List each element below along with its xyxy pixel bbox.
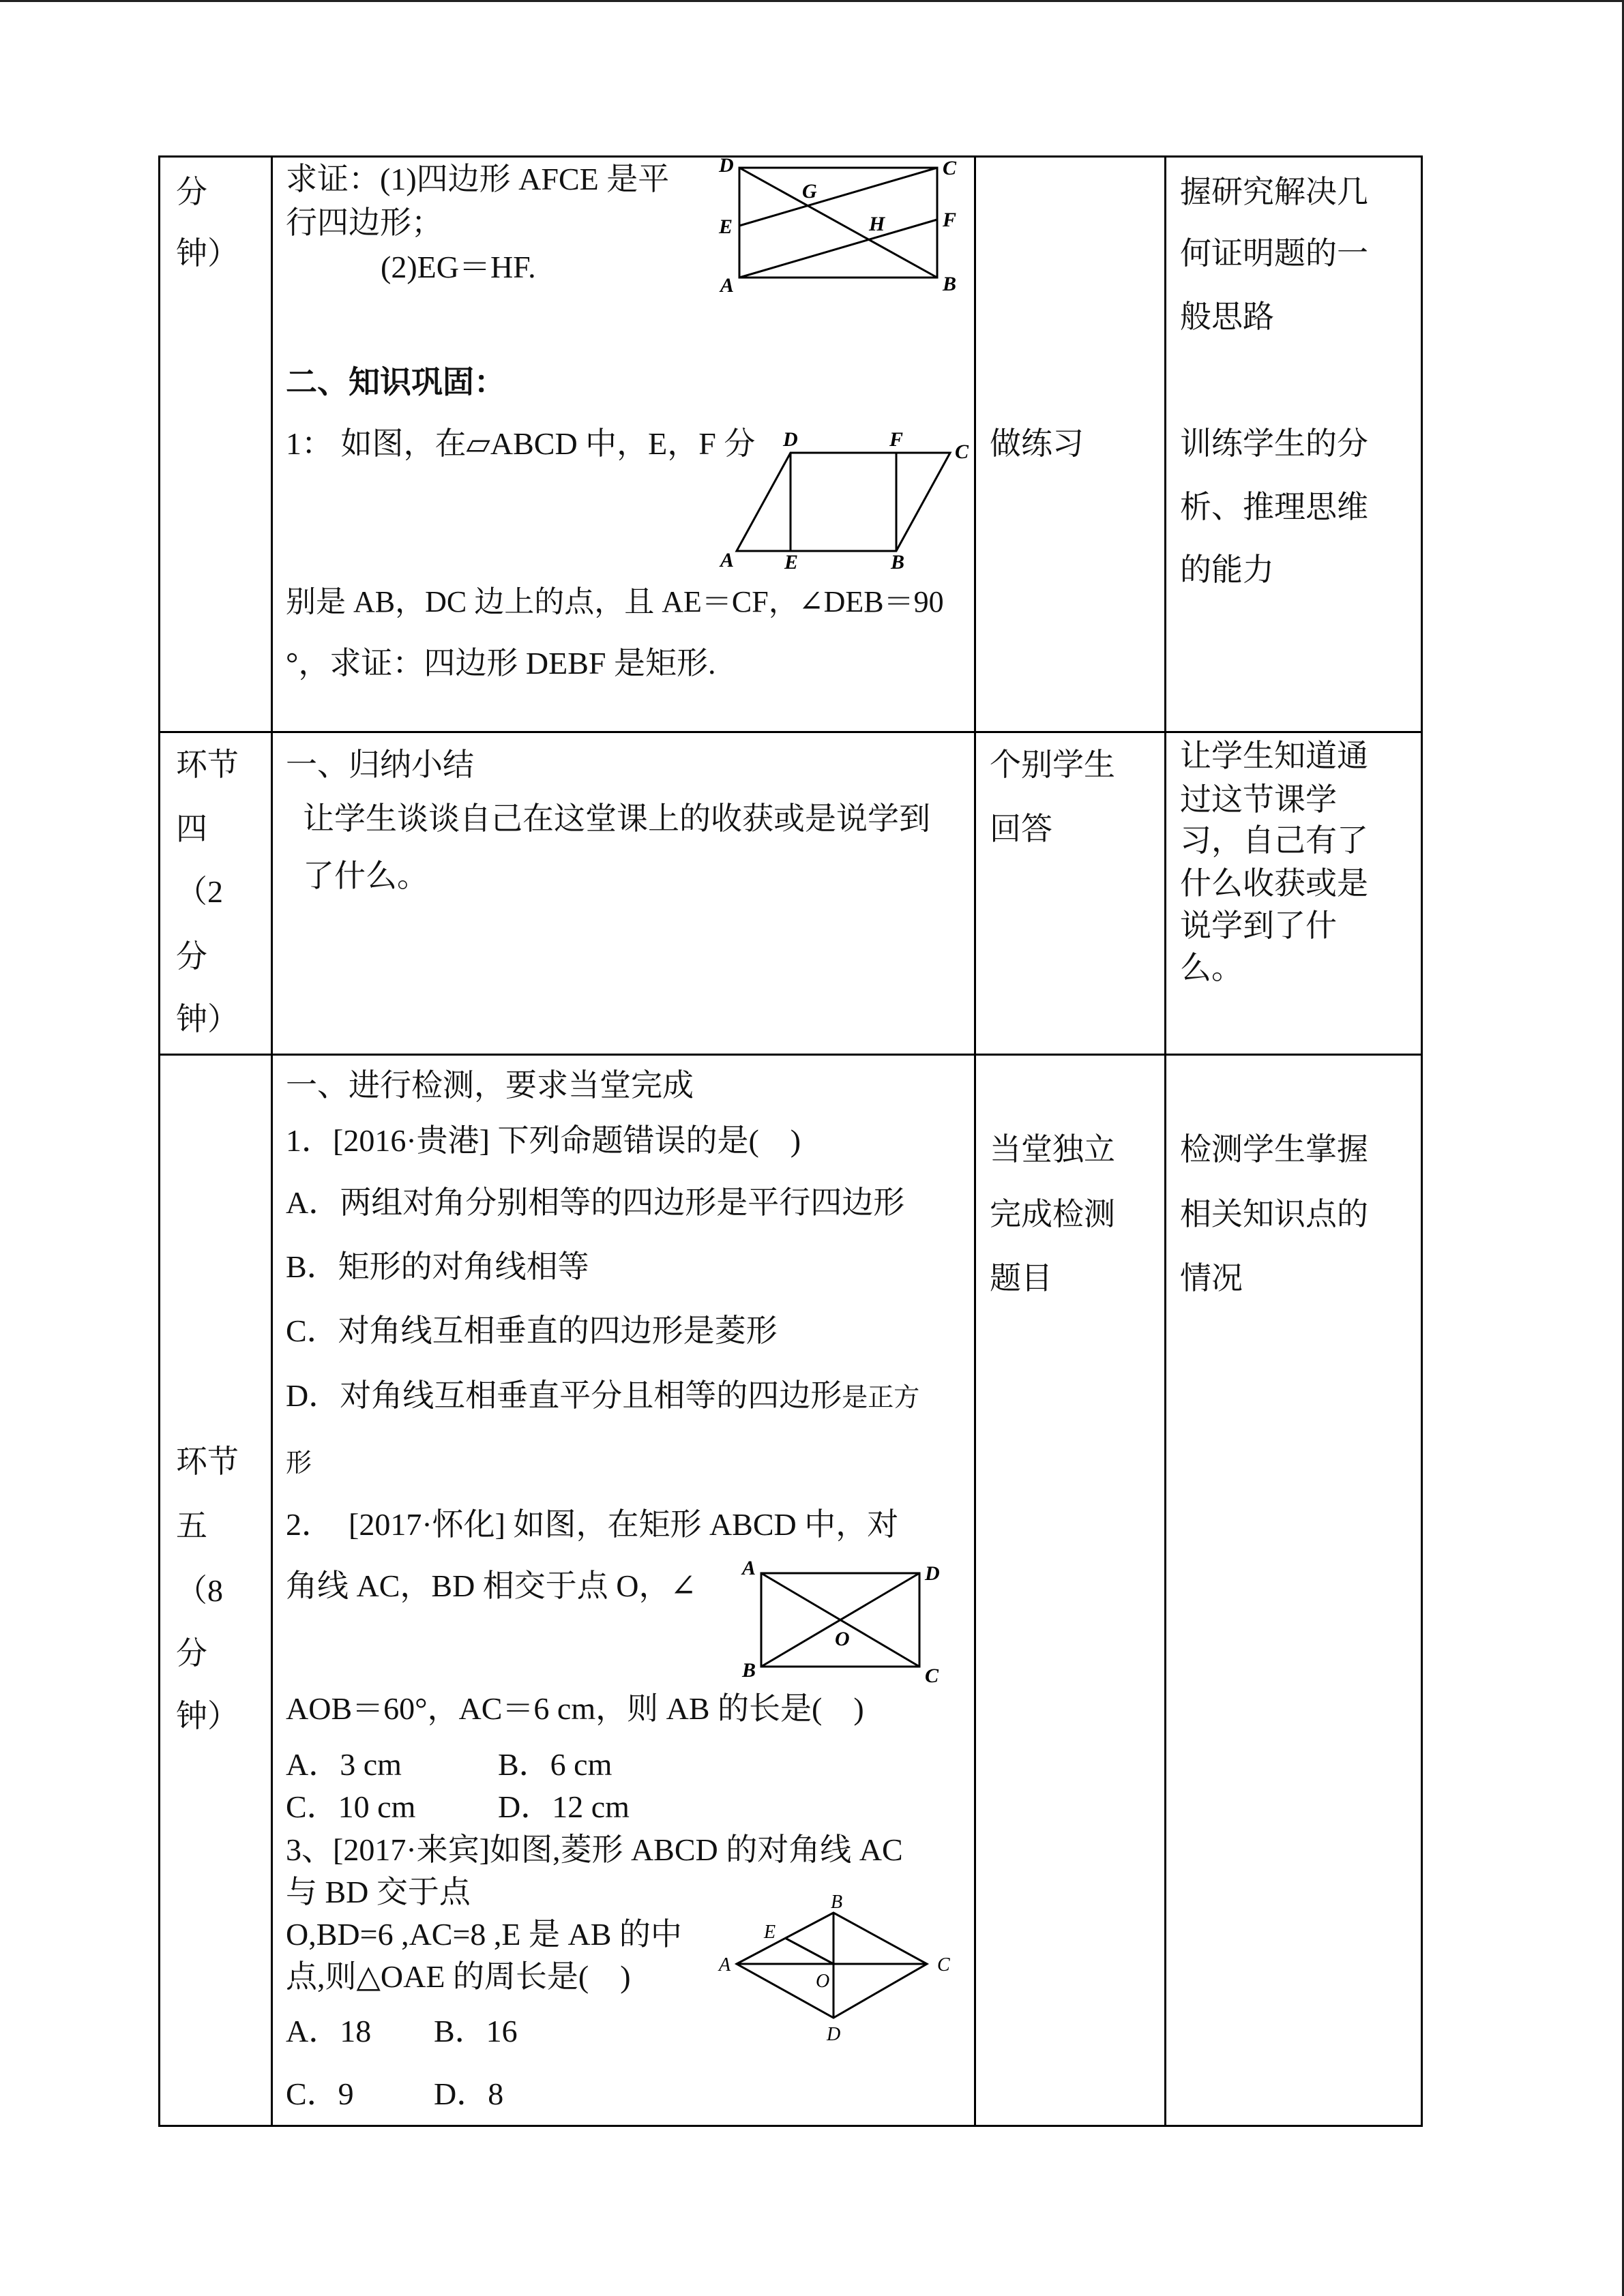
stage-text: 五: [176, 1508, 207, 1543]
question-3-stem: 点,则△OAE 的周长是( ): [286, 1959, 631, 1994]
exercise-line: 别是 AB，DC 边上的点，且 AE＝CF，∠DEB＝90: [286, 585, 944, 618]
figure-segment-oe: [785, 1938, 833, 1964]
cell-r1-design-intent: [1164, 155, 1421, 731]
rectangle-figure-afce: [718, 155, 963, 295]
activity-text: 做练习: [990, 426, 1084, 461]
question-1-stem: 1．[2016·贵港] 下列命题错误的是( ): [286, 1123, 801, 1158]
cell-r1-student-activity: [974, 155, 1164, 731]
intent-text: 相关知识点的: [1180, 1197, 1368, 1232]
stage-text: 环节: [176, 1444, 239, 1479]
question-3-option-b: B．16: [434, 2014, 518, 2048]
cell-r3-student-activity: [974, 1054, 1164, 2125]
intent-text: 情况: [1180, 1261, 1243, 1296]
intent-text: 让学生知道通: [1180, 739, 1368, 773]
figure-label: H: [869, 213, 885, 235]
figure-label: B: [943, 273, 957, 295]
activity-text: 个别学生: [990, 747, 1115, 782]
figure-label: O: [835, 1628, 850, 1650]
option-d-wrap: 形: [286, 1449, 312, 1478]
intent-text: 般思路: [1180, 299, 1274, 334]
intent-text: 习，自己有了: [1180, 823, 1368, 858]
intent-text: 什么收获或是: [1180, 866, 1368, 901]
summary-line: 了什么。: [303, 859, 428, 893]
figure-label: B: [891, 551, 905, 573]
question-3-option-d: D．8: [434, 2076, 504, 2111]
figure-segment-ec: [739, 168, 937, 226]
figure-label: F: [889, 428, 904, 451]
intent-text: 么。: [1180, 951, 1243, 985]
question-2-option-a: A．3 cm: [286, 1747, 402, 1782]
question-3-option-a: A．18: [286, 2014, 372, 2048]
intent-text: 说学到了什: [1180, 908, 1337, 943]
question-3-stem: 3、[2017·来宾]如图,菱形 ABCD 的对角线 AC: [286, 1832, 903, 1867]
stage-text: 四: [176, 811, 207, 846]
cell-r1-stage: [158, 155, 271, 731]
stage-text: 分: [176, 1636, 207, 1671]
question-1-option-d: [286, 1380, 919, 1414]
figure-label: F: [943, 209, 957, 231]
stage-text: 环节: [176, 747, 239, 782]
proof-line: 行四边形；: [286, 205, 443, 240]
proof-line: (2)EG＝HF.: [381, 250, 536, 284]
stage-text: 钟）: [176, 236, 239, 271]
question-2-stem: 2． [2017·怀化] 如图，在矩形 ABCD 中，对: [286, 1507, 899, 1542]
stage-text: 分: [176, 175, 207, 209]
question-2-option-d: D．12 cm: [498, 1789, 630, 1824]
figure-label: D: [719, 154, 734, 177]
question-2-option-b: B．6 cm: [498, 1747, 612, 1782]
intent-text: 训练学生的分: [1180, 426, 1368, 461]
proof-line: 求证：(1)四边形 AFCE 是平: [286, 162, 670, 196]
figure-segment-af: [739, 220, 937, 278]
exercise-line: 1： 如图，在▱ABCD 中，E，F 分: [286, 426, 756, 461]
exercise-line: °，求证：四边形 DEBF 是矩形.: [286, 646, 716, 681]
figure-label: C: [955, 441, 969, 463]
activity-text: 当堂独立: [990, 1132, 1115, 1167]
option-d-tail: 是正方: [842, 1384, 920, 1412]
figure-label: E: [764, 1922, 776, 1943]
intent-text: 检测学生掌握: [1180, 1132, 1368, 1167]
question-2-stem: AOB＝60°，AC＝6 cm，则 AB 的长是( ): [286, 1691, 864, 1726]
figure-parallelogram: [737, 453, 950, 551]
question-3-stem: 与 BD 交于点: [286, 1875, 471, 1909]
figure-label: A: [720, 274, 735, 297]
stage-text: 分: [176, 939, 207, 974]
figure-label: D: [783, 428, 798, 451]
stage-text: （8: [176, 1573, 223, 1608]
cell-r1-content: [271, 155, 974, 731]
activity-text: 题目: [990, 1261, 1052, 1296]
cell-r2-stage: [158, 731, 271, 1054]
summary-line: 让学生谈谈自己在这堂课上的收获或是说学到: [303, 801, 930, 836]
rectangle-figure-abcd: [739, 1554, 951, 1687]
cell-r2-content: [271, 731, 974, 1054]
figure-diagonal-db: [739, 168, 937, 278]
stage-text: （2: [176, 874, 223, 909]
figure-label: B: [831, 1892, 843, 1913]
stage-text: 钟）: [176, 1699, 239, 1733]
figure-label: E: [719, 215, 733, 238]
activity-text: 完成检测: [990, 1197, 1115, 1232]
question-1-option-b: B．矩形的对角线相等: [286, 1249, 589, 1284]
figure-label: A: [719, 1954, 731, 1976]
figure-label: D: [925, 1562, 940, 1585]
question-1-option-a: A．两组对角分别相等的四边形是平行四边形: [286, 1185, 905, 1220]
intent-text: 握研究解决几: [1180, 175, 1368, 209]
rhombus-figure-abcd: [718, 1883, 970, 2047]
question-2-stem: 角线 AC，BD 相交于点 O，∠: [286, 1568, 697, 1603]
figure-label: A: [720, 549, 735, 571]
question-3-option-c: C．9: [286, 2076, 354, 2111]
summary-heading: 一、归纳小结: [286, 747, 474, 782]
figure-label: E: [784, 551, 799, 573]
cell-r2-design-intent: [1164, 731, 1421, 1054]
intent-text: 过这节课学: [1180, 782, 1337, 817]
figure-label: C: [943, 157, 957, 179]
intent-text: 何证明题的一: [1180, 236, 1368, 271]
section-heading: 二、知识巩固：: [286, 365, 505, 400]
figure-label: G: [802, 180, 817, 203]
figure-label: C: [937, 1954, 950, 1976]
intent-text: 的能力: [1180, 552, 1274, 587]
stage-text: 钟）: [176, 1002, 239, 1037]
question-1-option-c: C．对角线互相垂直的四边形是菱形: [286, 1313, 778, 1348]
figure-label: O: [816, 1971, 830, 1992]
cell-r2-student-activity: [974, 731, 1164, 1054]
figure-label: D: [827, 2024, 841, 2045]
question-3-stem: O,BD=6 ,AC=8 ,E 是 AB 的中: [286, 1917, 682, 1952]
question-2-option-c: C．10 cm: [286, 1789, 416, 1824]
parallelogram-figure-debf: [718, 427, 970, 573]
figure-label: A: [742, 1557, 756, 1579]
cell-r3-design-intent: [1164, 1054, 1421, 2125]
cell-r3-stage: [158, 1054, 271, 2125]
quiz-heading: 一、进行检测，要求当堂完成: [286, 1068, 694, 1103]
intent-text: 析、推理思维: [1180, 490, 1368, 524]
cell-r3-content: [271, 1054, 974, 2125]
figure-label: C: [925, 1665, 939, 1687]
figure-label: B: [742, 1659, 756, 1682]
activity-text: 回答: [990, 811, 1052, 846]
option-d-text: D．对角线互相垂直平分且相等的四边形: [286, 1378, 842, 1413]
